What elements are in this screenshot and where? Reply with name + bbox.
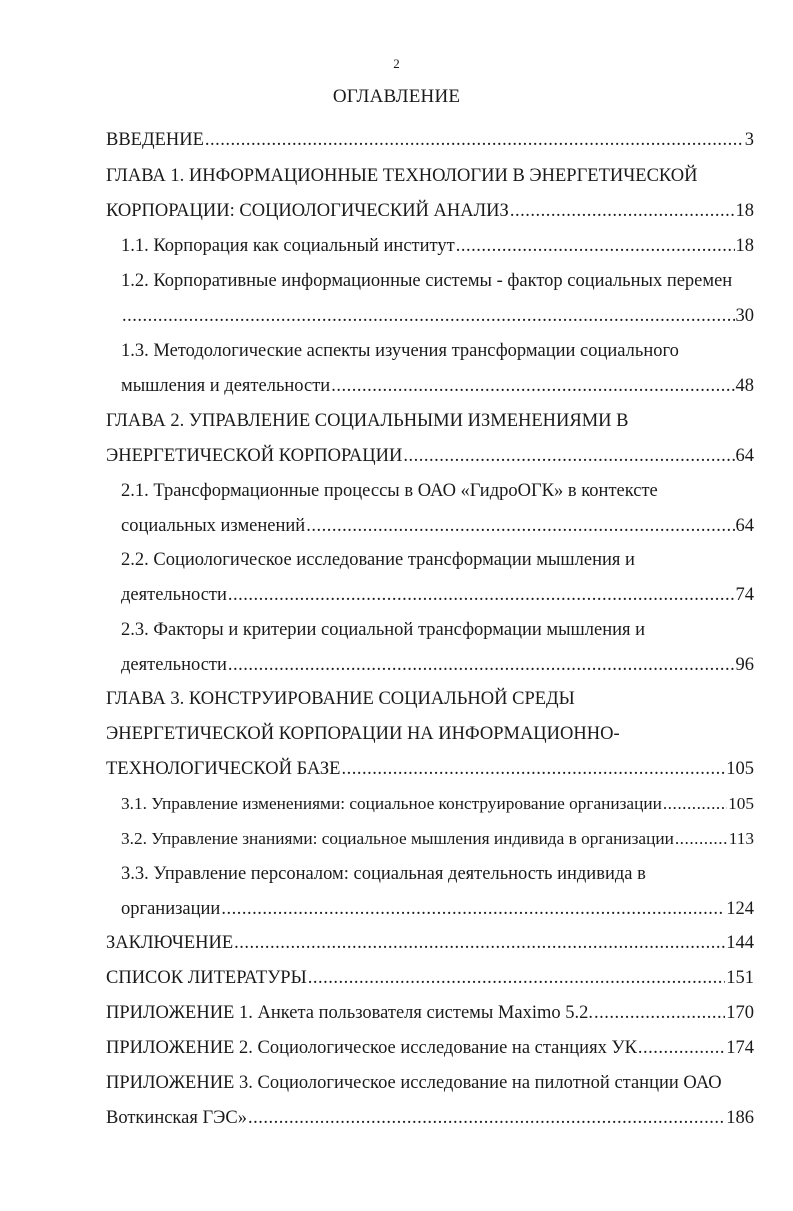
toc-entry-page: 170 xyxy=(726,1003,754,1023)
toc-entry-section-2-3-line-1 xyxy=(121,618,645,642)
toc-entry-appendix-1 xyxy=(106,1001,754,1025)
toc-entry-text: Воткинская ГЭС» xyxy=(106,1108,247,1128)
toc-entry-section-3-3-line-2 xyxy=(121,897,754,921)
dot-leader xyxy=(122,304,735,328)
toc-entry-text: ЭНЕРГЕТИЧЕСКОЙ КОРПОРАЦИИ НА ИНФОРМАЦИОННО- xyxy=(106,724,620,744)
toc-entry-appendix-3-line-2 xyxy=(106,1106,754,1130)
toc-title: ОГЛАВЛЕНИЕ xyxy=(332,86,461,107)
dot-leader xyxy=(341,757,725,781)
toc-entry-text: ЭНЕРГЕТИЧЕСКОЙ КОРПОРАЦИИ xyxy=(106,446,403,466)
toc-entry-text: 1.3. Методологические аспекты изучения трансформации социального xyxy=(121,341,679,361)
toc-entry-text: ТЕХНОЛОГИЧЕСКОЙ БАЗЕ xyxy=(106,759,341,779)
toc-entry-page: 186 xyxy=(726,1108,754,1128)
toc-entry-section-2-2-line-2 xyxy=(121,583,754,607)
dot-leader xyxy=(403,444,734,468)
dot-leader xyxy=(638,1036,725,1060)
dot-leader xyxy=(228,583,735,607)
dot-leader xyxy=(221,897,725,921)
toc-entry-page: 30 xyxy=(735,306,754,326)
toc-entry-text: мышления и деятельности xyxy=(121,376,331,396)
toc-entry-bibliography xyxy=(106,966,754,990)
toc-entry-chapter-1-line-1 xyxy=(106,164,698,188)
page-number: 2 xyxy=(393,56,400,71)
toc-entry-text: ВВЕДЕНИЕ xyxy=(106,130,204,150)
toc-entry-text: ГЛАВА 2. УПРАВЛЕНИЕ СОЦИАЛЬНЫМИ ИЗМЕНЕНИЯМИ В xyxy=(106,411,629,431)
toc-entry-text: 3.3. Управление персоналом: социальная деятельность индивида в xyxy=(121,864,646,884)
toc-entry-chapter-3-line-2 xyxy=(106,722,620,746)
toc-entry-section-1-3-line-1 xyxy=(121,339,679,363)
dot-leader xyxy=(234,931,725,955)
toc-entry-text: 2.1. Трансформационные процессы в ОАО «ГидроОГК» в контексте xyxy=(121,481,658,501)
dot-leader xyxy=(594,1001,725,1025)
toc-entry-page: 151 xyxy=(726,968,754,988)
dot-leader xyxy=(308,966,726,990)
toc-entry-introduction xyxy=(106,128,754,152)
toc-entry-appendix-2 xyxy=(106,1036,754,1060)
toc-entry-chapter-3-line-3 xyxy=(106,757,754,781)
toc-entry-chapter-2-line-1 xyxy=(106,409,629,433)
dot-leader xyxy=(248,1106,725,1130)
toc-entry-section-2-2-line-1 xyxy=(121,548,635,572)
toc-entry-appendix-3-line-1 xyxy=(106,1071,722,1095)
toc-entry-text: деятельности xyxy=(121,655,227,675)
toc-entry-text: 3.1. Управление изменениями: социальное конструирование организации xyxy=(121,794,662,813)
toc-entry-text: 3.2. Управление знаниями: социальное мышления индивида в организации xyxy=(121,829,674,848)
toc-entry-text: организации xyxy=(121,899,221,919)
dot-leader xyxy=(205,128,744,152)
dot-leader xyxy=(675,827,728,851)
toc-entry-section-2-1-line-2 xyxy=(121,514,754,538)
dot-leader xyxy=(228,653,735,677)
toc-entry-section-3-1 xyxy=(121,792,754,816)
dot-leader xyxy=(331,374,734,398)
toc-entry-text: деятельности xyxy=(121,585,227,605)
toc-entry-page: 18 xyxy=(735,201,754,221)
toc-entry-conclusion xyxy=(106,931,754,955)
toc-entry-section-1-2-line-2 xyxy=(121,304,754,328)
toc-entry-page: 105 xyxy=(726,759,754,779)
toc-entry-page: 48 xyxy=(735,376,754,396)
toc-entry-page: 144 xyxy=(726,933,754,953)
toc-entry-page: 3 xyxy=(744,130,754,150)
dot-leader xyxy=(456,234,735,258)
toc-entry-page: 124 xyxy=(726,899,754,919)
toc-entry-page: 105 xyxy=(728,794,754,813)
dot-leader xyxy=(306,514,734,538)
toc-entry-section-3-2 xyxy=(121,827,754,851)
toc-entry-section-3-3-line-1 xyxy=(121,862,646,886)
toc-entry-text: 2.3. Факторы и критерии социальной трансформации мышления и xyxy=(121,620,646,640)
toc-entry-text: 1.2. Корпоративные информационные системы - фактор социальных перемен xyxy=(121,271,733,291)
toc-entry-text: ПРИЛОЖЕНИЕ 2. Социологическое исследование на станциях УК xyxy=(106,1038,637,1058)
toc-entry-text: 2.2. Социологическое исследование трансформации мышления и xyxy=(121,550,635,570)
dot-leader xyxy=(663,792,727,816)
toc-entry-section-1-3-line-2 xyxy=(121,374,754,398)
toc-entry-section-1-2-line-1 xyxy=(121,269,732,293)
dot-leader xyxy=(510,199,735,223)
toc-entry-text: ГЛАВА 1. ИНФОРМАЦИОННЫЕ ТЕХНОЛОГИИ В ЭНЕРГЕТИЧЕСКОЙ xyxy=(106,166,698,186)
toc-entry-page: 113 xyxy=(728,829,754,848)
toc-entry-page: 174 xyxy=(726,1038,754,1058)
toc-entry-page: 64 xyxy=(735,516,754,536)
toc-entry-chapter-3-line-1 xyxy=(106,687,575,711)
toc-entry-text: КОРПОРАЦИИ: СОЦИОЛОГИЧЕСКИЙ АНАЛИЗ xyxy=(106,201,509,221)
toc-entry-page: 74 xyxy=(735,585,754,605)
toc-entry-section-1-1 xyxy=(121,234,754,258)
toc-entry-page: 64 xyxy=(735,446,754,466)
toc-entry-chapter-1-line-2 xyxy=(106,199,754,223)
toc-entry-text: ПРИЛОЖЕНИЕ 1. Анкета пользователя системы Maximo 5.2. xyxy=(106,1003,593,1023)
toc-entry-text: ПРИЛОЖЕНИЕ 3. Социологическое исследование на пилотной станции ОАО xyxy=(106,1073,722,1093)
toc-entry-chapter-2-line-2 xyxy=(106,444,754,468)
toc-entry-text: ГЛАВА 3. КОНСТРУИРОВАНИЕ СОЦИАЛЬНОЙ СРЕДЫ xyxy=(106,689,575,709)
toc-entry-text: ЗАКЛЮЧЕНИЕ xyxy=(106,933,234,953)
toc-entry-text: социальных изменений xyxy=(121,516,306,536)
toc-entry-page: 96 xyxy=(735,655,754,675)
toc-entry-section-2-1-line-1 xyxy=(121,479,658,503)
toc-entry-section-2-3-line-2 xyxy=(121,653,754,677)
toc-entry-text: СПИСОК ЛИТЕРАТУРЫ xyxy=(106,968,307,988)
toc-entry-text: 1.1. Корпорация как социальный институт xyxy=(121,236,455,256)
toc-entry-page: 18 xyxy=(735,236,754,256)
